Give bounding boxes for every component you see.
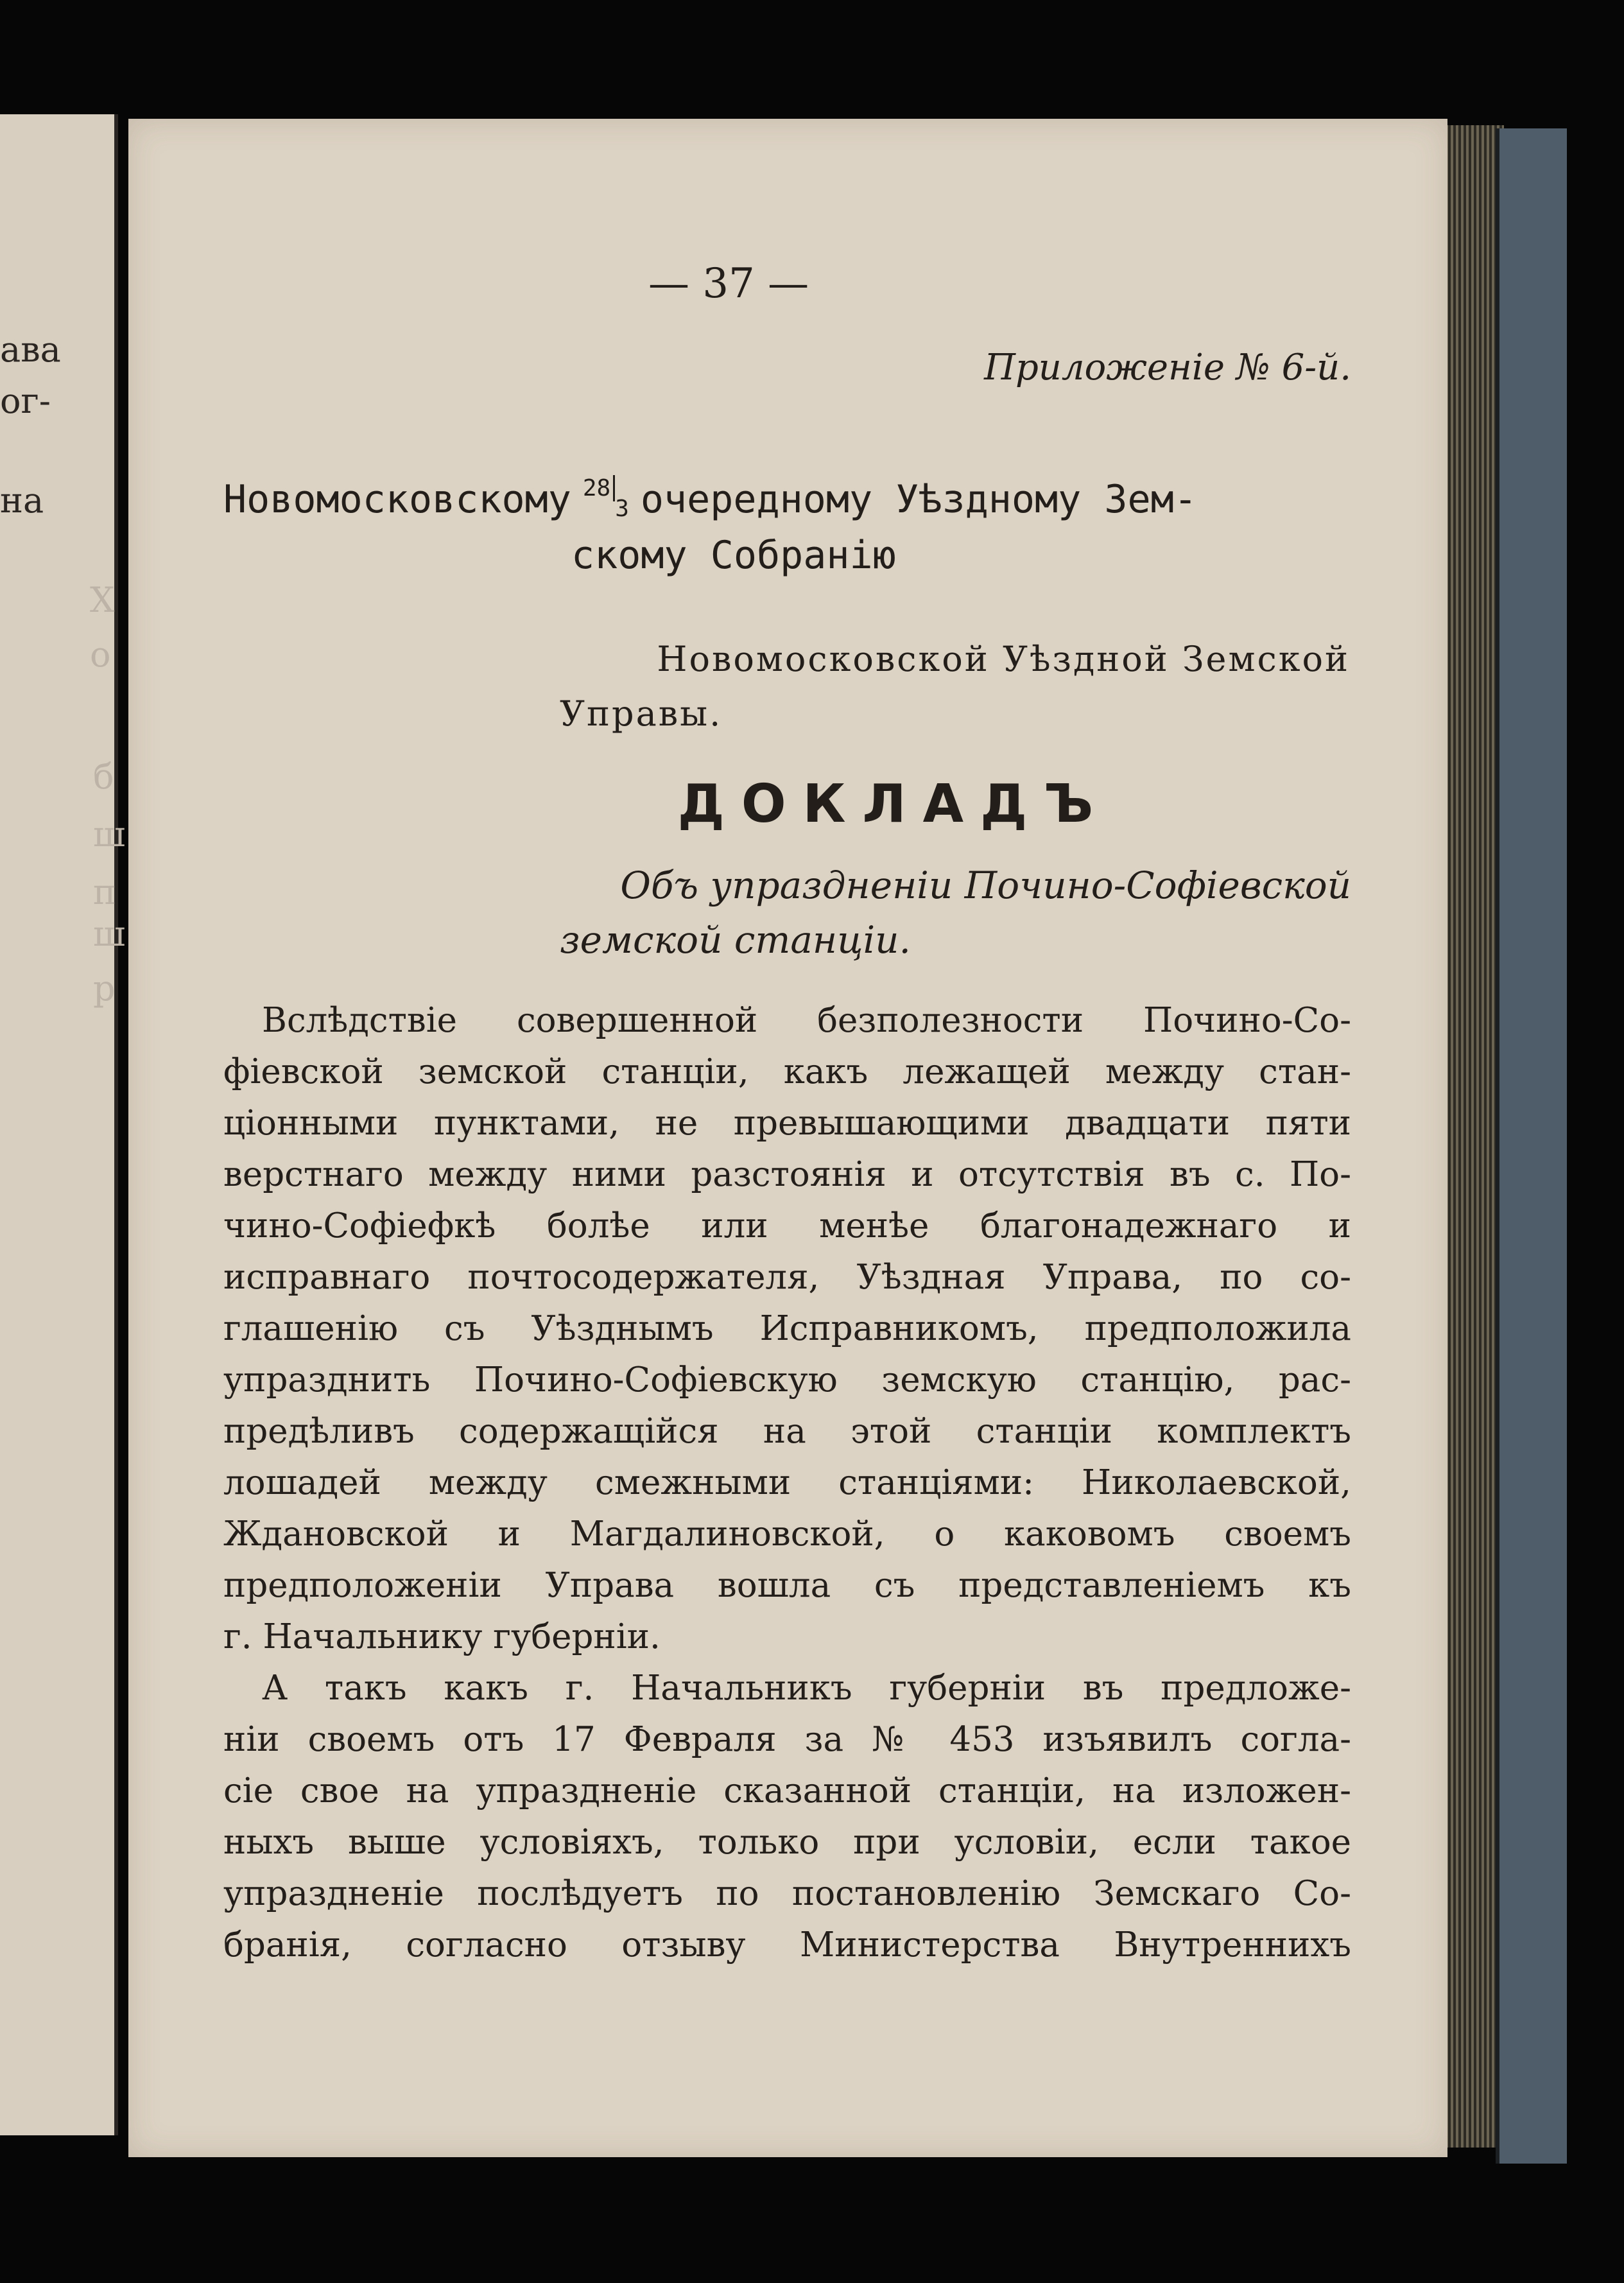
- body-line: Вслѣдствіе совершенной безполезности Почино-Со-: [262, 1001, 1351, 1040]
- subject-line: Объ упраздненіи Почино-Софіевской: [620, 864, 1351, 907]
- addressee-suffix: очередному Уѣздному Зем-: [640, 477, 1197, 522]
- left-page-text-fragment: б: [93, 756, 114, 797]
- session-number-sub: 3: [615, 496, 629, 522]
- book-cover: [1496, 128, 1567, 2164]
- page-number: — 37 —: [648, 260, 809, 308]
- left-page-text-fragment: ава: [0, 329, 61, 370]
- body-line: фіевской земской станціи, какъ лежащей между стан-: [223, 1052, 1351, 1091]
- left-page-text-fragment: п: [93, 872, 116, 912]
- left-page-text-fragment: на: [0, 480, 44, 521]
- session-number: 28: [583, 475, 615, 501]
- body-line: предѣливъ содержащійся на этой станціи комплектъ: [223, 1412, 1351, 1451]
- page-edges: [1443, 125, 1504, 2148]
- appendix-label: Приложеніе № 6-й.: [984, 347, 1351, 388]
- left-page-text-fragment: ш: [93, 914, 126, 954]
- left-page-fragment: [0, 114, 126, 2135]
- body-line: ніи своемъ отъ 17 Февраля за № 453 изъявилъ согла-: [223, 1720, 1351, 1759]
- body-line: верстнаго между ними разстоянія и отсутствія въ с. По-: [223, 1155, 1351, 1194]
- report-title: ДОКЛАДЪ: [677, 774, 1110, 835]
- left-page-text-fragment: ш: [93, 814, 126, 855]
- sender-line: Новомосковской Уѣздной Земской: [657, 639, 1350, 679]
- body-line: бранія, согласно отзыву Министерства Внутреннихъ: [223, 1925, 1351, 1965]
- body-line: исправнаго почтосодержателя, Уѣздная Управа, по со-: [223, 1258, 1351, 1297]
- body-line: глашенію съ Уѣзднымъ Исправникомъ, предположила: [223, 1309, 1351, 1348]
- body-line: упраздненіе послѣдуетъ по постановленію Земскаго Со-: [223, 1874, 1351, 1913]
- body-line: чино-Софіефкѣ болѣе или менѣе благонадежнаго и: [223, 1206, 1351, 1246]
- subject-line: земской станціи.: [560, 918, 911, 962]
- body-line: сіе свое на упраздненіе сказанной станціи, на изложен-: [223, 1771, 1351, 1810]
- body-line: ныхъ выше условіяхъ, только при условіи, если такое: [223, 1823, 1351, 1862]
- body-line: г. Начальнику губерніи.: [223, 1617, 661, 1656]
- addressee-prefix: Новомосковскому: [223, 477, 571, 522]
- document-page: [128, 119, 1447, 2157]
- addressee-line: [223, 475, 1197, 522]
- body-line: упразднить Почино-Софіевскую земскую станцію, рас-: [223, 1360, 1351, 1400]
- body-line: лошадей между смежными станціями: Николаевской,: [223, 1463, 1351, 1502]
- addressee-line: скому Собранію: [571, 533, 896, 578]
- left-page-text-fragment: о: [90, 634, 111, 675]
- sender-line: Управы.: [560, 693, 723, 734]
- body-line: А такъ какъ г. Начальникъ губерніи въ предложе-: [262, 1669, 1351, 1708]
- left-page-text-fragment: р: [93, 968, 116, 1009]
- body-text: [223, 995, 1351, 1971]
- body-line: Ждановской и Магдалиновской, о каковомъ своемъ: [223, 1515, 1351, 1554]
- left-page-text-fragment: X: [90, 580, 115, 620]
- body-line: ціонными пунктами, не превышающими двадцати пяти: [223, 1104, 1351, 1143]
- body-line: предположеніи Управа вошла съ представленіемъ къ: [223, 1566, 1351, 1605]
- left-page-text-fragment: ог-: [0, 381, 51, 421]
